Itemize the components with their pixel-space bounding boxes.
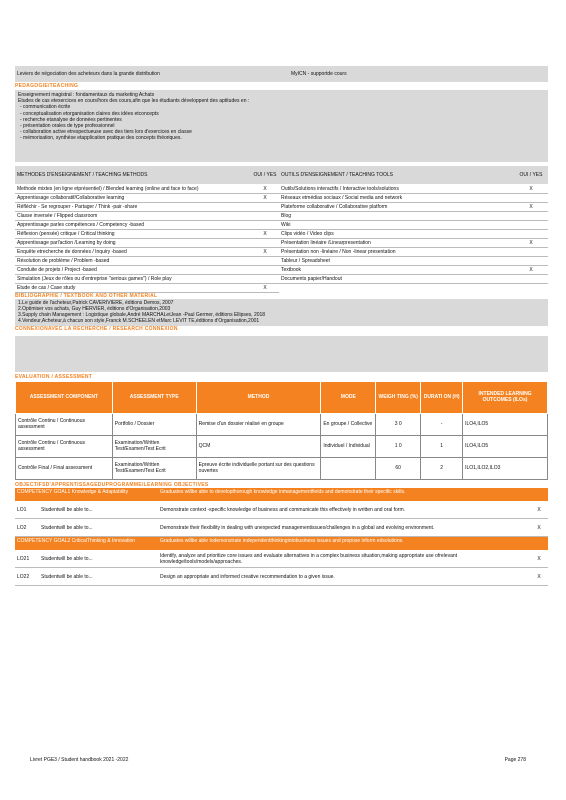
tool-row <box>279 194 548 203</box>
tool-row-check <box>514 212 548 220</box>
tool-row-check: X <box>529 186 533 192</box>
page-footer <box>30 757 526 763</box>
pedagogy-line: - présentation orales de type professionnel <box>20 123 115 130</box>
tool-row-label: Présentation linéaire /Linearpresentation <box>281 240 371 246</box>
evaluation-cell: Contrôle Final / Final assessment <box>16 458 113 480</box>
method-row <box>15 230 279 239</box>
method-row <box>15 239 279 248</box>
pedagogy-line: - conceptualisation etorganisation claires des idées etconcepts <box>20 110 159 117</box>
objective-who: Studentwill be able to... <box>41 555 93 562</box>
competency-goal-row <box>15 537 548 550</box>
objective-text: Demonstrate context -specific knowledge of business and communicate this effectively in written and oral form. <box>160 506 406 513</box>
pedagogy-title: PEDAGOGIE/TEACHING <box>15 83 79 89</box>
tool-row-label: Tableur / Spreadsheet <box>281 258 330 264</box>
method-row-label: Etude de cas / Case study <box>17 285 76 291</box>
method-row-label: Apprentissage parles compétences / Competency -based <box>17 222 145 228</box>
objective-who: Studentwill be able to... <box>41 524 93 531</box>
bibliography-line: 1.Le guide de l'acheteur,Patrick CAVERIVIERE, éditions Demos, 2007 <box>18 300 174 306</box>
method-row-label: Conduite de projets / Project -based <box>17 267 97 273</box>
methods-table <box>15 166 548 293</box>
evaluation-header-cell: INTENDED LEARNING OUTCOMES (ILOs) <box>463 382 548 414</box>
method-row <box>15 284 279 293</box>
evaluation-table <box>15 381 548 480</box>
tool-row <box>279 266 548 275</box>
pedagogy-block <box>15 90 548 162</box>
course-support: MyICN - supportde cours <box>291 71 347 77</box>
footer-handbook: Livret PGE3 / Student handbook 2021 -2022 <box>30 757 129 763</box>
evaluation-row <box>16 458 548 480</box>
pedagogy-line: - communication écrite <box>20 104 71 111</box>
objective-check: X <box>537 555 541 562</box>
learning-objective-row <box>15 568 548 586</box>
objectives-block <box>15 488 548 586</box>
method-row-label: Résolution de problème / Problem -based <box>17 258 110 264</box>
objective-id: LO1 <box>17 506 27 513</box>
objective-id: LO2 <box>17 524 27 531</box>
tool-row <box>279 203 548 212</box>
tool-row-label: Clips vidéo / Video clips <box>281 231 334 237</box>
page-number: Page 278 <box>504 757 526 763</box>
tool-row-check <box>514 275 548 283</box>
method-row-check: X <box>263 285 267 291</box>
tool-row <box>279 230 548 239</box>
evaluation-header-cell: DURATI ON (H) <box>421 382 463 414</box>
tool-row-check <box>514 248 548 256</box>
method-row-label: Apprentissage collaboratif/Collaborative learning <box>17 195 125 201</box>
tool-row-check: X <box>529 240 533 246</box>
objective-text: Design an appropriate and informed creative recommendation to a given issue. <box>160 573 335 580</box>
bibliography-line: 4.Vendeur,Acheteur,à chacun son style,Franck M.SCHEELEN etMarc LEVIT TE,éditions d'Organisation,2001 <box>18 318 260 324</box>
method-row <box>15 212 279 221</box>
tool-row <box>279 275 548 284</box>
evaluation-cell <box>321 458 376 480</box>
method-row <box>15 275 279 284</box>
evaluation-cell: Individuel / Individual <box>321 436 376 458</box>
evaluation-row <box>16 414 548 436</box>
method-row-check <box>251 203 279 211</box>
evaluation-header-cell: WEIGH TING (%) <box>376 382 421 414</box>
tool-row-check <box>514 221 548 229</box>
method-row <box>15 221 279 230</box>
research-title: CONNEXIONAVEC LA RECHERCHE / RESEARCH CONNEXION <box>15 326 178 332</box>
pedagogy-line: Etudes de cas etexercices en cours/hors des cours,afin que les étudiants développent des aptitudes en : <box>18 98 250 105</box>
objective-who: Studentwill be able to... <box>41 573 93 580</box>
evaluation-cell: - <box>421 414 463 436</box>
tool-row <box>279 257 548 266</box>
objective-text: Identify, analyze and prioritize core issues and evaluate alternatives in a complex business situation,making appropriate use ofrelevant knowledge/tools/models/approaches. <box>160 552 458 565</box>
method-row-check: X <box>263 186 267 192</box>
tool-row <box>279 185 548 194</box>
learning-objective-row <box>15 519 548 537</box>
evaluation-cell: Examination/Written Test/Examen/Test Ecrit <box>112 458 196 480</box>
methods-header <box>15 166 548 184</box>
competency-goal-name: COMPETENCY GOAL2 CriticalThinking & Innovation <box>17 538 136 544</box>
tool-row-check: X <box>529 204 533 210</box>
learning-objective-row <box>15 501 548 519</box>
tool-row <box>279 239 548 248</box>
learning-objective-row <box>15 550 548 568</box>
competency-goal-text: Graduates willbe able todemonstrate independentthinkingintobusiness issues and propose inform edsolutions. <box>160 538 404 544</box>
evaluation-cell: En groupe / Collective <box>321 414 376 436</box>
tool-row <box>279 212 548 221</box>
course-title: Leviers de négociation des acheteurs dans la grande distribution <box>17 71 160 77</box>
bibliography-line: 2.Optimiser vos achats, Guy HERVIER, éditions d'Organisation,2003 <box>18 306 171 312</box>
tool-row-check: X <box>529 267 533 273</box>
bibliography-line: 3.Supply chain Management : Logistique globale,André MARCHALetJean -Paul Germer, éditions Ellipses, 2018 <box>18 312 266 318</box>
evaluation-cell: Contrôle Continu / Continuous assessment <box>16 414 113 436</box>
objective-check: X <box>537 573 541 580</box>
method-row-label: Classe inversée / Flipped classroom <box>17 213 98 219</box>
evaluation-cell: 60 <box>376 458 421 480</box>
bibliography-title: BIBLIOGRAPHIE / TEXTBOOK AND OTHER MATERIAL <box>15 293 158 299</box>
tool-row <box>279 221 548 230</box>
research-block <box>15 336 548 372</box>
method-row-label: Apprentissage parl'action /Learning by doing <box>17 240 116 246</box>
objective-id: LO22 <box>17 573 30 580</box>
method-row-label: Réflexion (pensée) critique / Critical thinking <box>17 231 115 237</box>
competency-goal-name: COMPETENCY GOAL1 Knowledge & Adaptability <box>17 489 129 495</box>
pedagogy-line: - collaboration active etrespectueuse avec des tiers lors d'exercices en classe <box>20 129 192 136</box>
evaluation-header-cell: ASSESSMENT COMPONENT <box>16 382 113 414</box>
evaluation-cell: Examination/Written Test/Examen/Test Ecrit <box>112 436 196 458</box>
method-row-check: X <box>263 195 267 201</box>
evaluation-header-row <box>16 382 548 414</box>
tools-list <box>279 185 548 293</box>
evaluation-header-cell: METHOD <box>196 382 321 414</box>
method-row-check: X <box>263 249 267 255</box>
pedagogy-line: - mémorisation, synthèse etapplication pratique des concepts théoriques. <box>20 135 182 142</box>
evaluation-cell: Contrôle Continu / Continuous assessment <box>16 436 113 458</box>
objective-check: X <box>537 524 541 531</box>
course-title-row <box>15 66 548 82</box>
tool-row-label: Plateforme collaborative / Collaborative platform <box>281 204 388 210</box>
tool-row-label: Documents papier/Handout <box>281 276 342 282</box>
method-row <box>15 185 279 194</box>
evaluation-cell: 2 <box>421 458 463 480</box>
evaluation-cell: Portfolio / Dossier <box>112 414 196 436</box>
method-row-check <box>251 221 279 229</box>
tool-row-check <box>514 194 548 202</box>
method-row <box>15 266 279 275</box>
method-row <box>15 248 279 257</box>
tool-row-label: Blog <box>281 213 292 219</box>
tool-row-label: Présentation non -linéaire / Non -linear presentation <box>281 249 396 255</box>
method-row-check <box>251 275 279 283</box>
objective-id: LO21 <box>17 555 30 562</box>
evaluation-cell: Remise d'un dossier réalisé en groupe <box>196 414 321 436</box>
method-row <box>15 194 279 203</box>
evaluation-cell: 1 0 <box>376 436 421 458</box>
method-row-label: Réfléchir - Se regrouper - Partager / Think -pair -share <box>17 204 138 210</box>
tool-row-label: Textbook <box>281 267 302 273</box>
objective-check: X <box>537 506 541 513</box>
methods-header-left: METHODES D'ENSEIGNEMENT / TEACHING METHODS <box>17 172 148 178</box>
tools-header-yes: OUI / YES <box>519 172 543 178</box>
method-row-check <box>251 239 279 247</box>
objective-text: Demonstrate their flexibility in dealing with unexpected managementissues/challenges in a global and evolving environment. <box>160 524 435 531</box>
tools-header: OUTILS D'ENSEIGNEMENT / TEACHING TOOLS <box>281 172 393 178</box>
method-row-label: Enquête etrecherche de données / Inquiry -based <box>17 249 127 255</box>
evaluation-cell: ILO4,ILO5 <box>463 436 548 458</box>
methods-header-yes: OUI / YES <box>253 172 277 178</box>
tool-row-label: Wiki <box>281 222 291 228</box>
evaluation-cell: Epreuve écrite individuelle portant sur des questions ouvertes <box>196 458 321 480</box>
pedagogy-line: Enseignement magistral : fondamentaux du marketing Achats <box>18 92 155 98</box>
evaluation-title: EVALUATION / ASSESSMENT <box>15 374 93 380</box>
method-row-check <box>251 257 279 265</box>
pedagogy-line: - recherche etanalyse de données pertinentes <box>20 116 122 123</box>
bibliography-block <box>15 299 548 326</box>
tool-row <box>279 248 548 257</box>
method-row-check <box>251 266 279 274</box>
objectives-title: OBJECTIFSD'APPRENTISSAGEDUPROGRAMME/LEARNING OBJECTIVES <box>15 482 209 488</box>
method-row-label: Simulation (Jeux de rôles ou d'entreprise "serious games") / Role play <box>17 276 172 282</box>
tool-row-label: Outils/Solutions interactifs / Interactive tools/solutions <box>281 186 399 192</box>
method-row <box>15 203 279 212</box>
methods-list <box>15 185 279 293</box>
method-row-check <box>251 212 279 220</box>
evaluation-cell: ILO4,ILO5 <box>463 414 548 436</box>
tool-row-label: Réseaux etmédias sociaux / Social media and network <box>281 195 403 201</box>
evaluation-cell: QCM <box>196 436 321 458</box>
tool-row-check <box>514 230 548 238</box>
evaluation-cell: 1 <box>421 436 463 458</box>
competency-goal-text: Graduates willbe able to developthorough knowledge inmanagementfields and demonstrate their specific skills. <box>160 489 406 495</box>
method-row-check: X <box>263 231 267 237</box>
evaluation-header-cell: MODE <box>321 382 376 414</box>
method-row <box>15 257 279 266</box>
page-content <box>15 66 548 586</box>
evaluation-cell: 3 0 <box>376 414 421 436</box>
method-row-label: Methode mixtes (en ligne etprésentiel) / Blended learning (online and face to face) <box>17 186 199 192</box>
evaluation-row <box>16 436 548 458</box>
tool-row-check <box>514 257 548 265</box>
evaluation-header-cell: ASSESSMENT TYPE <box>112 382 196 414</box>
evaluation-cell: ILO1,ILO2,ILO3 <box>463 458 548 480</box>
objective-who: Studentwill be able to... <box>41 506 93 513</box>
competency-goal-row <box>15 488 548 501</box>
